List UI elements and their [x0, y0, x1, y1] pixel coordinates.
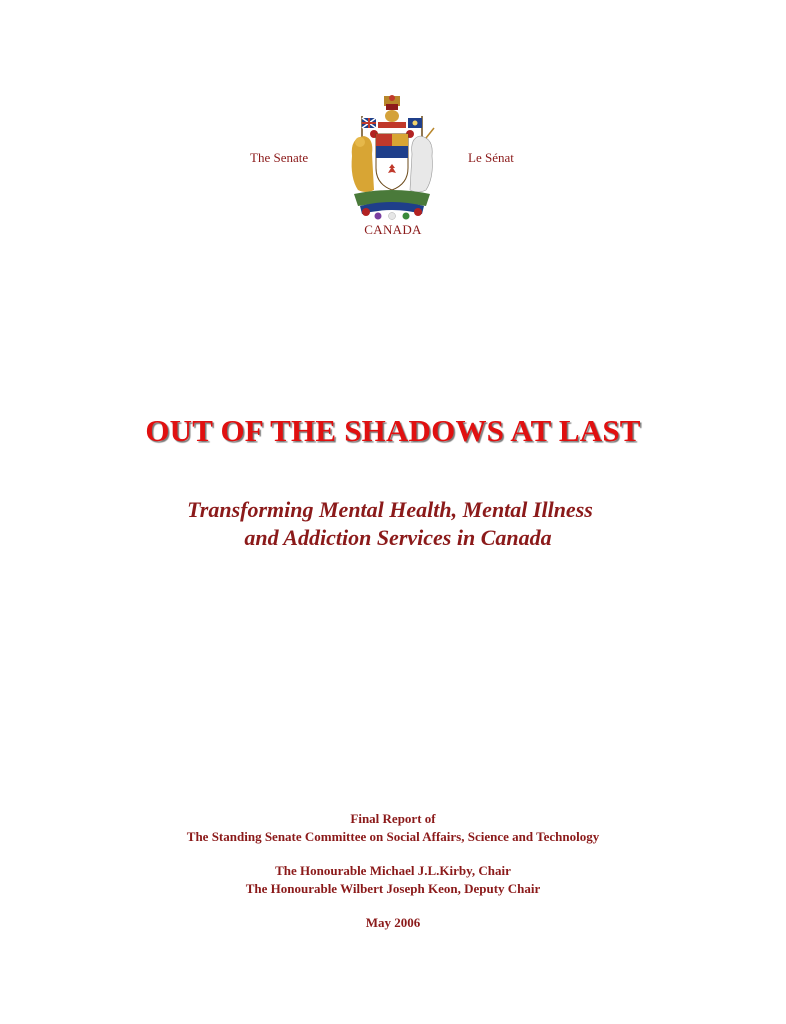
canada-coat-of-arms-icon [346, 94, 438, 222]
page-subtitle [0, 496, 786, 552]
subtitle-line-2: and Addiction Services in Canada [244, 525, 552, 550]
report-line-1: Final Report of [350, 811, 436, 826]
page-title: OUT OF THE SHADOWS AT LAST [145, 413, 641, 448]
report-deputy-chair: The Honourable Wilbert Joseph Keon, Deputy Chair [245, 881, 541, 896]
subtitle-line-1: Transforming Mental Health, Mental Illness [187, 497, 593, 522]
report-details [0, 810, 786, 932]
report-date: May 2006 [365, 915, 421, 930]
senate-label-english: The Senate [250, 150, 309, 165]
senate-label-french: Le Sénat [468, 150, 514, 165]
country-label: CANADA [364, 222, 422, 237]
report-chair: The Honourable Michael J.L.Kirby, Chair [275, 863, 511, 878]
report-committee: The Standing Senate Committee on Social Affairs, Science and Technology [186, 829, 600, 844]
